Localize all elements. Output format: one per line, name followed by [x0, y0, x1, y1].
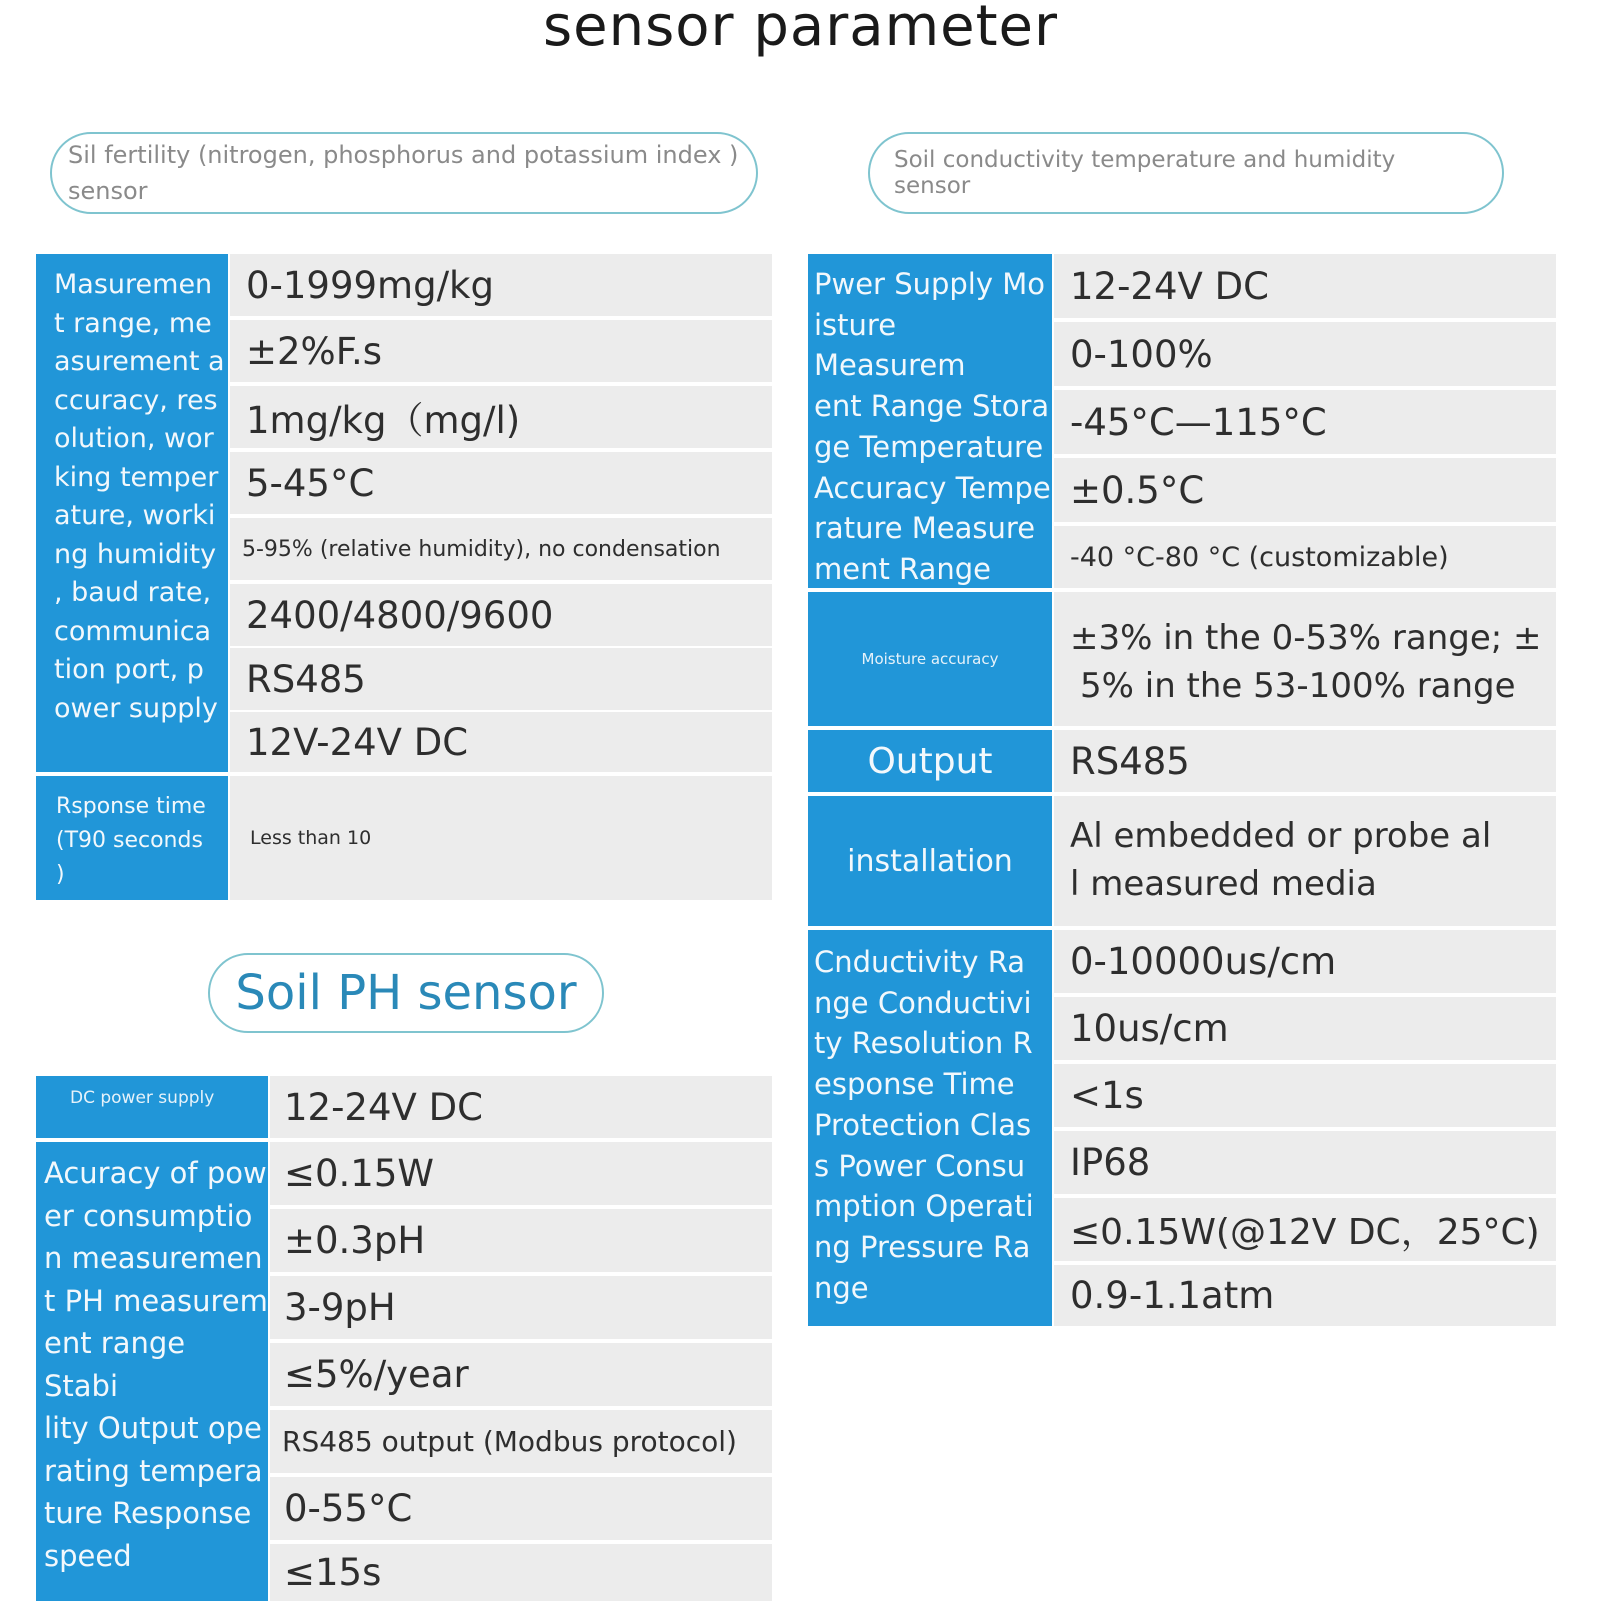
npk-label-line: ature, worki: [54, 500, 216, 531]
cond-label-line: ty Resolution R: [814, 1026, 1033, 1061]
npk-sensor-heading: Sil fertility (nitrogen, phosphorus and potassium index ) sensor: [50, 132, 758, 214]
cond-value-pressure-range: 0.9-1.1atm: [1054, 1265, 1556, 1326]
ph-dc-label: [36, 1076, 268, 1138]
cond-label-line: rature Measure: [814, 511, 1036, 546]
npk-response-line: Rsponse time: [56, 794, 206, 819]
npk-label-line: tion port, p: [54, 654, 204, 685]
npk-label-line: communica: [54, 615, 212, 647]
installation-value-line: Al embedded or probe al: [1070, 816, 1492, 856]
ph-label-line: t PH measurem: [44, 1283, 268, 1318]
npk-value-accuracy: ±2%F.s: [230, 320, 772, 382]
cond-label-line: mption Operati: [814, 1189, 1034, 1224]
ph-label-line: speed: [44, 1538, 132, 1573]
page-title: sensor parameter: [542, 0, 1059, 59]
cond-label-line: Accuracy Tempe: [814, 470, 1051, 505]
cond-label-line: Cnductivity Ra: [814, 945, 1026, 979]
npk-response-value: Less than 10: [230, 776, 772, 900]
ph-value-operating-temp: 0-55°C: [270, 1477, 772, 1540]
cond-value-storage-temp: -45°C—115°C: [1054, 390, 1556, 454]
ph-value-dc: 12-24V DC: [270, 1076, 772, 1138]
cond-value-response-time: <1s: [1054, 1064, 1556, 1127]
moisture-value-line: ±3% in the 0-53% range; ±: [1070, 618, 1542, 658]
cond-value-temp-accuracy: ±0.5°C: [1054, 458, 1556, 522]
cond-value-protection-class: IP68: [1054, 1131, 1556, 1194]
npk-response-line: (T90 seconds: [56, 828, 203, 853]
npk-label-line: t range, me: [54, 307, 212, 339]
cond-value-power-supply: 12-24V DC: [1054, 254, 1556, 318]
npk-value-temperature: 5-45°C: [230, 452, 772, 514]
npk-response-line: ): [56, 862, 65, 887]
ph-label-line: lity Output ope: [44, 1411, 262, 1445]
cond-label-line: ent Range Stora: [814, 389, 1050, 424]
npk-value-port: RS485: [230, 648, 772, 710]
npk-label-line: asurement a: [54, 346, 225, 377]
ph-sensor-heading: Soil PH sensor: [208, 953, 604, 1033]
ph-value-accuracy: ±0.3pH: [270, 1209, 772, 1272]
ph-label-line: n measuremen: [44, 1241, 263, 1275]
cond-label-block-b: [808, 930, 1052, 1326]
npk-value-range: 0-1999mg/kg: [230, 254, 772, 316]
cond-moisture-accuracy-value: [1054, 592, 1556, 726]
npk-label-line: ower supply: [54, 692, 218, 724]
npk-label-line: ccuracy, res: [54, 384, 218, 416]
cond-label-line: ge Temperature: [814, 429, 1044, 464]
ph-label-block: [36, 1142, 268, 1601]
npk-label-line: ng humidity: [54, 538, 217, 570]
installation-value-line: l measured media: [1070, 864, 1377, 904]
cond-label-line: nge: [814, 1270, 869, 1305]
cond-label-line: s Power Consu: [814, 1148, 1026, 1183]
npk-label-line: king temper: [54, 461, 219, 493]
cond-label-block-a: [808, 254, 1052, 588]
cond-value-power-consumption: ≤0.15W(@12V DC，25°C): [1054, 1198, 1556, 1261]
cond-output-label: [808, 730, 1052, 792]
cond-label-line: Pwer Supply Mo: [814, 267, 1045, 301]
conductivity-sensor-heading: Soil conductivity temperature and humidity sensor: [868, 132, 1504, 214]
cond-label-line: ng Pressure Ra: [814, 1229, 1031, 1264]
cond-value-moisture-range: 0-100%: [1054, 322, 1556, 386]
cond-label-line: esponse Time: [814, 1067, 1015, 1102]
npk-label-line: Masuremen: [54, 269, 213, 300]
cond-value-conductivity-range: 0-10000us/cm: [1054, 930, 1556, 993]
ph-label-line: er consumptio: [44, 1198, 253, 1233]
cond-output-value: RS485: [1054, 730, 1556, 792]
ph-value-range: 3-9pH: [270, 1276, 772, 1339]
moisture-value-line: 5% in the 53-100% range: [1080, 666, 1516, 706]
ph-value-power-consumption: ≤0.15W: [270, 1142, 772, 1205]
cond-label-line: nge Conductivi: [814, 985, 1032, 1020]
output-label-text: Output: [867, 740, 993, 782]
npk-label-block: [36, 254, 228, 772]
ph-label-line: ent range Stabi: [44, 1326, 186, 1403]
cond-installation-label: [808, 796, 1052, 926]
npk-response-label: [36, 776, 228, 900]
installation-label-text: installation: [847, 843, 1013, 879]
npk-value-humidity: 5-95% (relative humidity), no condensation: [230, 518, 772, 580]
ph-value-response-speed: ≤15s: [270, 1544, 772, 1601]
ph-value-output: RS485 output (Modbus protocol): [270, 1410, 772, 1473]
ph-label-line: Acuracy of pow: [44, 1156, 267, 1190]
npk-value-power: 12V-24V DC: [230, 712, 772, 772]
cond-moisture-accuracy-label: [808, 592, 1052, 726]
npk-value-resolution: 1mg/kg（mg/l): [230, 386, 772, 448]
cond-value-conductivity-resolution: 10us/cm: [1054, 997, 1556, 1060]
ph-label-line: ture Response: [44, 1496, 252, 1530]
npk-label-line: , baud rate,: [54, 577, 212, 608]
moisture-accuracy-text: Moisture accuracy: [861, 650, 999, 668]
ph-value-stability: ≤5%/year: [270, 1343, 772, 1406]
npk-label-line: olution, wor: [54, 423, 214, 454]
dc-label-text: DC power supply: [70, 1088, 215, 1108]
cond-label-line: isture Measurem: [814, 307, 966, 383]
ph-label-line: rating tempera: [44, 1453, 263, 1488]
cond-installation-value: [1054, 796, 1556, 926]
cond-label-line: Protection Clas: [814, 1107, 1032, 1142]
cond-value-temp-range: -40 °C-80 °C (customizable): [1054, 526, 1556, 588]
cond-label-line: ment Range: [814, 551, 991, 586]
npk-value-baud-rate: 2400/4800/9600: [230, 584, 772, 646]
